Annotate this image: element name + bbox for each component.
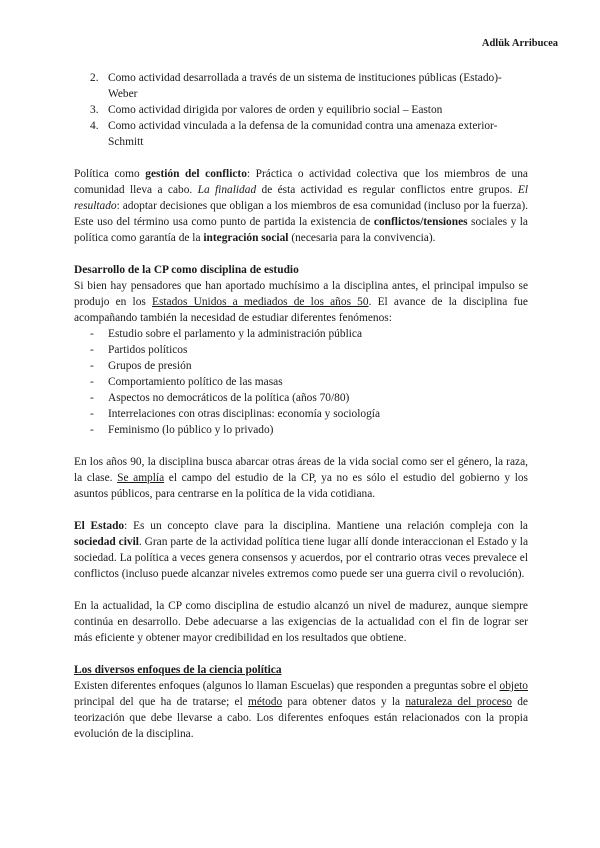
nineties-paragraph: En los años 90, la disciplina busca abarcar otras áreas de la vida social como ser el género, la raza, la clase. Se amplía el campo del estudio de la CP, ya no es sólo el estudio del gobierno y los asuntos públicos, para centrarse en la política de la vida cotidiana. — [74, 456, 528, 500]
list-item: - Partidos políticos — [90, 344, 188, 356]
list-item: - Feminismo (lo público y lo privado) — [90, 424, 274, 436]
list-item: 3. Como actividad dirigida por valores de orden y equilibrio social – Easton — [90, 104, 443, 116]
phenomena-list — [74, 326, 528, 438]
document-body — [74, 70, 528, 742]
politics-definitions-list — [74, 70, 528, 150]
enfoques-paragraph: Existen diferentes enfoques (algunos lo llaman Escuelas) que responden a preguntas sobre el objeto principal del que ha de tratarse; el método para obtener datos y la naturaleza del proceso de teorización que debe llevarse a cabo. Los diferentes enfoques están relacionados con la propia evolución de la disciplina. — [74, 680, 528, 740]
list-item: 2. Como actividad desarrollada a través de un sistema de instituciones públicas (Estado)- Weber — [90, 72, 502, 100]
list-item: - Interrelaciones con otras disciplinas: economía y sociología — [90, 408, 381, 420]
list-item: 4. Como actividad vinculada a la defensa de la comunidad contra una amenaza exterior- Schmitt — [90, 120, 498, 148]
estado-paragraph: El Estado: Es un concepto clave para la disciplina. Mantiene una relación compleja con la sociedad civil. Gran parte de la actividad política tiene lugar allí donde interaccionan el Estado y la sociedad. La política a veces genera consensos y acuerdos, por el contrario otras veces prevalece el conflictos (incluso puede alcanzar niveles extremos como puede ser una guerra civil o revolución). — [74, 520, 528, 580]
list-item: - Estudio sobre el parlamento y la administración pública — [90, 328, 363, 340]
author-header: Adlük Arribucea — [481, 38, 558, 49]
conflict-paragraph: Política como gestión del conflicto: Práctica o actividad colectiva que los miembros de una comunidad lleva a cabo. La finalidad de ésta actividad es regular conflictos entre grupos. El resultado: adoptar decisiones que obligan a los miembros de esa comunidad (incluso por la fuerza). Este uso del término usa como punto de partida la existencia de conflictos/tensiones sociales y la política como garantía de la integración social (necesaria para la convivencia). — [74, 168, 529, 244]
list-item: - Grupos de presión — [90, 360, 192, 372]
cp-section-heading: Desarrollo de la CP como disciplina de estudio — [74, 264, 299, 276]
enfoques-section-heading: Los diversos enfoques de la ciencia política — [74, 664, 282, 676]
cp-section-paragraph: Si bien hay pensadores que han aportado muchísimo a la disciplina antes, el principal impulso se produjo en los Estados Unidos a mediados de los años 50. El avance de la disciplina fue acompañando también la necesidad de estudiar diferentes fenómenos: — [74, 280, 528, 324]
list-item: - Comportamiento político de las masas — [90, 376, 283, 388]
list-item: - Aspectos no democráticos de la política (años 70/80) — [90, 392, 350, 404]
actualidad-paragraph: En la actualidad, la CP como disciplina de estudio alcanzó un nivel de madurez, aunque siempre continúa en desarrollo. Debe adecuarse a las exigencias de la actualidad con el fin de lograr ser más eficiente y obtener mayor credibilidad en los resultados que obtiene. — [74, 600, 528, 644]
